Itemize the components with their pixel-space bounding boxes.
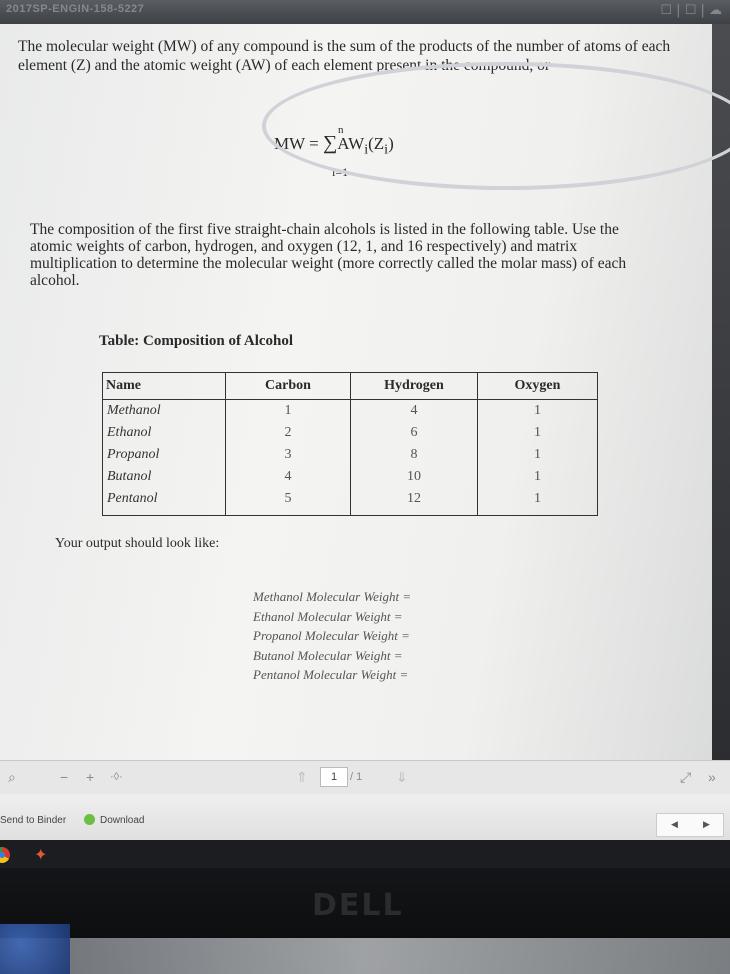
nav-next-arrow-icon[interactable]: ▶ — [703, 819, 710, 829]
formula-sub-i-2: i — [384, 141, 389, 158]
formula-sub-i: i — [364, 141, 369, 158]
expand-panel-icon[interactable]: » — [708, 769, 716, 785]
zoom-in-button[interactable]: + — [86, 769, 95, 785]
intro-paragraph: The molecular weight (MW) of any compound is the sum of the products of the number of atoms of each element (Z) and the atomic weight (AW) of each element present in the compound, or — [18, 38, 671, 74]
table-row — [103, 400, 598, 423]
titlebar-icons[interactable]: ☐ | ☐ | ☁ — [660, 3, 722, 18]
download-label: Download — [100, 815, 145, 826]
output-line: Pentanol Molecular Weight = — [253, 667, 409, 682]
next-page-button[interactable]: ⇓ — [396, 769, 408, 785]
page-total: / 1 — [350, 771, 363, 783]
cell-name: Propanol — [103, 444, 226, 466]
formula-term: AW — [337, 134, 365, 153]
header-hydrogen: Hydrogen — [351, 373, 478, 400]
table-row — [103, 422, 598, 444]
window-titlebar — [0, 0, 730, 24]
body-paragraph: The composition of the first five straight-chain alcohols is listed in the following table. Use the atomic weights of carbon, hydrogen, and oxygen (12, 1, and 16 respectively) and matrix multiplication to determine the molecular weight (more correctly called the molar mass) of each alcohol. — [30, 221, 627, 289]
monitor-brand-logo: DELL — [312, 888, 404, 923]
sigma-symbol: ∑ — [322, 132, 338, 154]
os-taskbar — [0, 840, 730, 868]
chrome-icon[interactable] — [0, 847, 10, 863]
page-number-input[interactable]: 1 — [320, 767, 348, 787]
cell-carbon: 3 — [226, 444, 351, 466]
formula-upper-limit: n — [338, 124, 344, 136]
composition-table — [102, 372, 598, 516]
cell-carbon: 4 — [226, 466, 351, 488]
cell-carbon: 5 — [226, 488, 351, 516]
cell-oxygen: 1 — [478, 422, 598, 444]
formula-lower-limit: i=1 — [332, 165, 349, 179]
header-name: Name — [103, 373, 226, 400]
output-line: Propanol Molecular Weight = — [253, 628, 410, 643]
cell-name: Butanol — [103, 466, 226, 488]
table-row — [103, 444, 598, 466]
cell-oxygen: 1 — [478, 400, 598, 423]
previous-page-button[interactable]: ⇑ — [296, 769, 308, 785]
fit-page-icon[interactable]: ·◊· — [110, 771, 123, 783]
cell-carbon: 2 — [226, 422, 351, 444]
zoom-out-button[interactable]: − — [60, 769, 69, 785]
app-launcher-icon[interactable]: ✦ — [34, 847, 48, 864]
output-line: Methanol Molecular Weight = — [253, 589, 412, 604]
cell-carbon: 1 — [226, 400, 351, 423]
window-title: 2017SP-ENGIN-158-5227 — [6, 3, 145, 15]
bottom-action-bar — [0, 794, 730, 840]
blue-object — [0, 924, 70, 974]
cell-hydrogen: 4 — [351, 400, 478, 423]
cell-name: Pentanol — [103, 488, 226, 516]
nav-prev-arrow-icon[interactable]: ◀ — [671, 819, 678, 829]
table-row — [103, 466, 598, 488]
monitor-stand — [262, 62, 730, 190]
cell-name: Ethanol — [103, 422, 226, 444]
send-to-binder-button[interactable]: Send to Binder — [0, 815, 67, 826]
output-line: Ethanol Molecular Weight = — [253, 608, 403, 624]
header-oxygen: Oxygen — [478, 373, 598, 400]
cell-name: Methanol — [103, 400, 226, 423]
cell-oxygen: 1 — [478, 466, 598, 488]
output-example-list — [253, 587, 411, 685]
cell-oxygen: 1 — [478, 444, 598, 466]
viewer-toolbar — [0, 760, 730, 795]
cell-hydrogen: 12 — [351, 488, 478, 516]
search-icon[interactable]: ⌕ — [8, 769, 16, 785]
table-caption: Table: Composition of Alcohol — [99, 333, 294, 349]
cell-hydrogen: 8 — [351, 444, 478, 466]
cell-hydrogen: 10 — [351, 466, 478, 488]
output-label: Your output should look like: — [55, 536, 220, 551]
output-line: Butanol Molecular Weight = — [253, 647, 403, 663]
cell-oxygen: 1 — [478, 488, 598, 516]
fullscreen-icon[interactable]: ⤢ — [680, 769, 692, 785]
formula-paren-close: ) — [388, 134, 394, 153]
table-row — [103, 488, 598, 516]
table-header-row — [103, 373, 598, 400]
nav-arrows — [656, 813, 724, 837]
background-wall — [0, 938, 730, 974]
formula-paren-open: (Z — [368, 134, 385, 153]
cell-hydrogen: 6 — [351, 422, 478, 444]
formula-lhs: MW = — [274, 134, 323, 153]
header-carbon: Carbon — [226, 373, 351, 400]
download-icon — [84, 814, 95, 825]
